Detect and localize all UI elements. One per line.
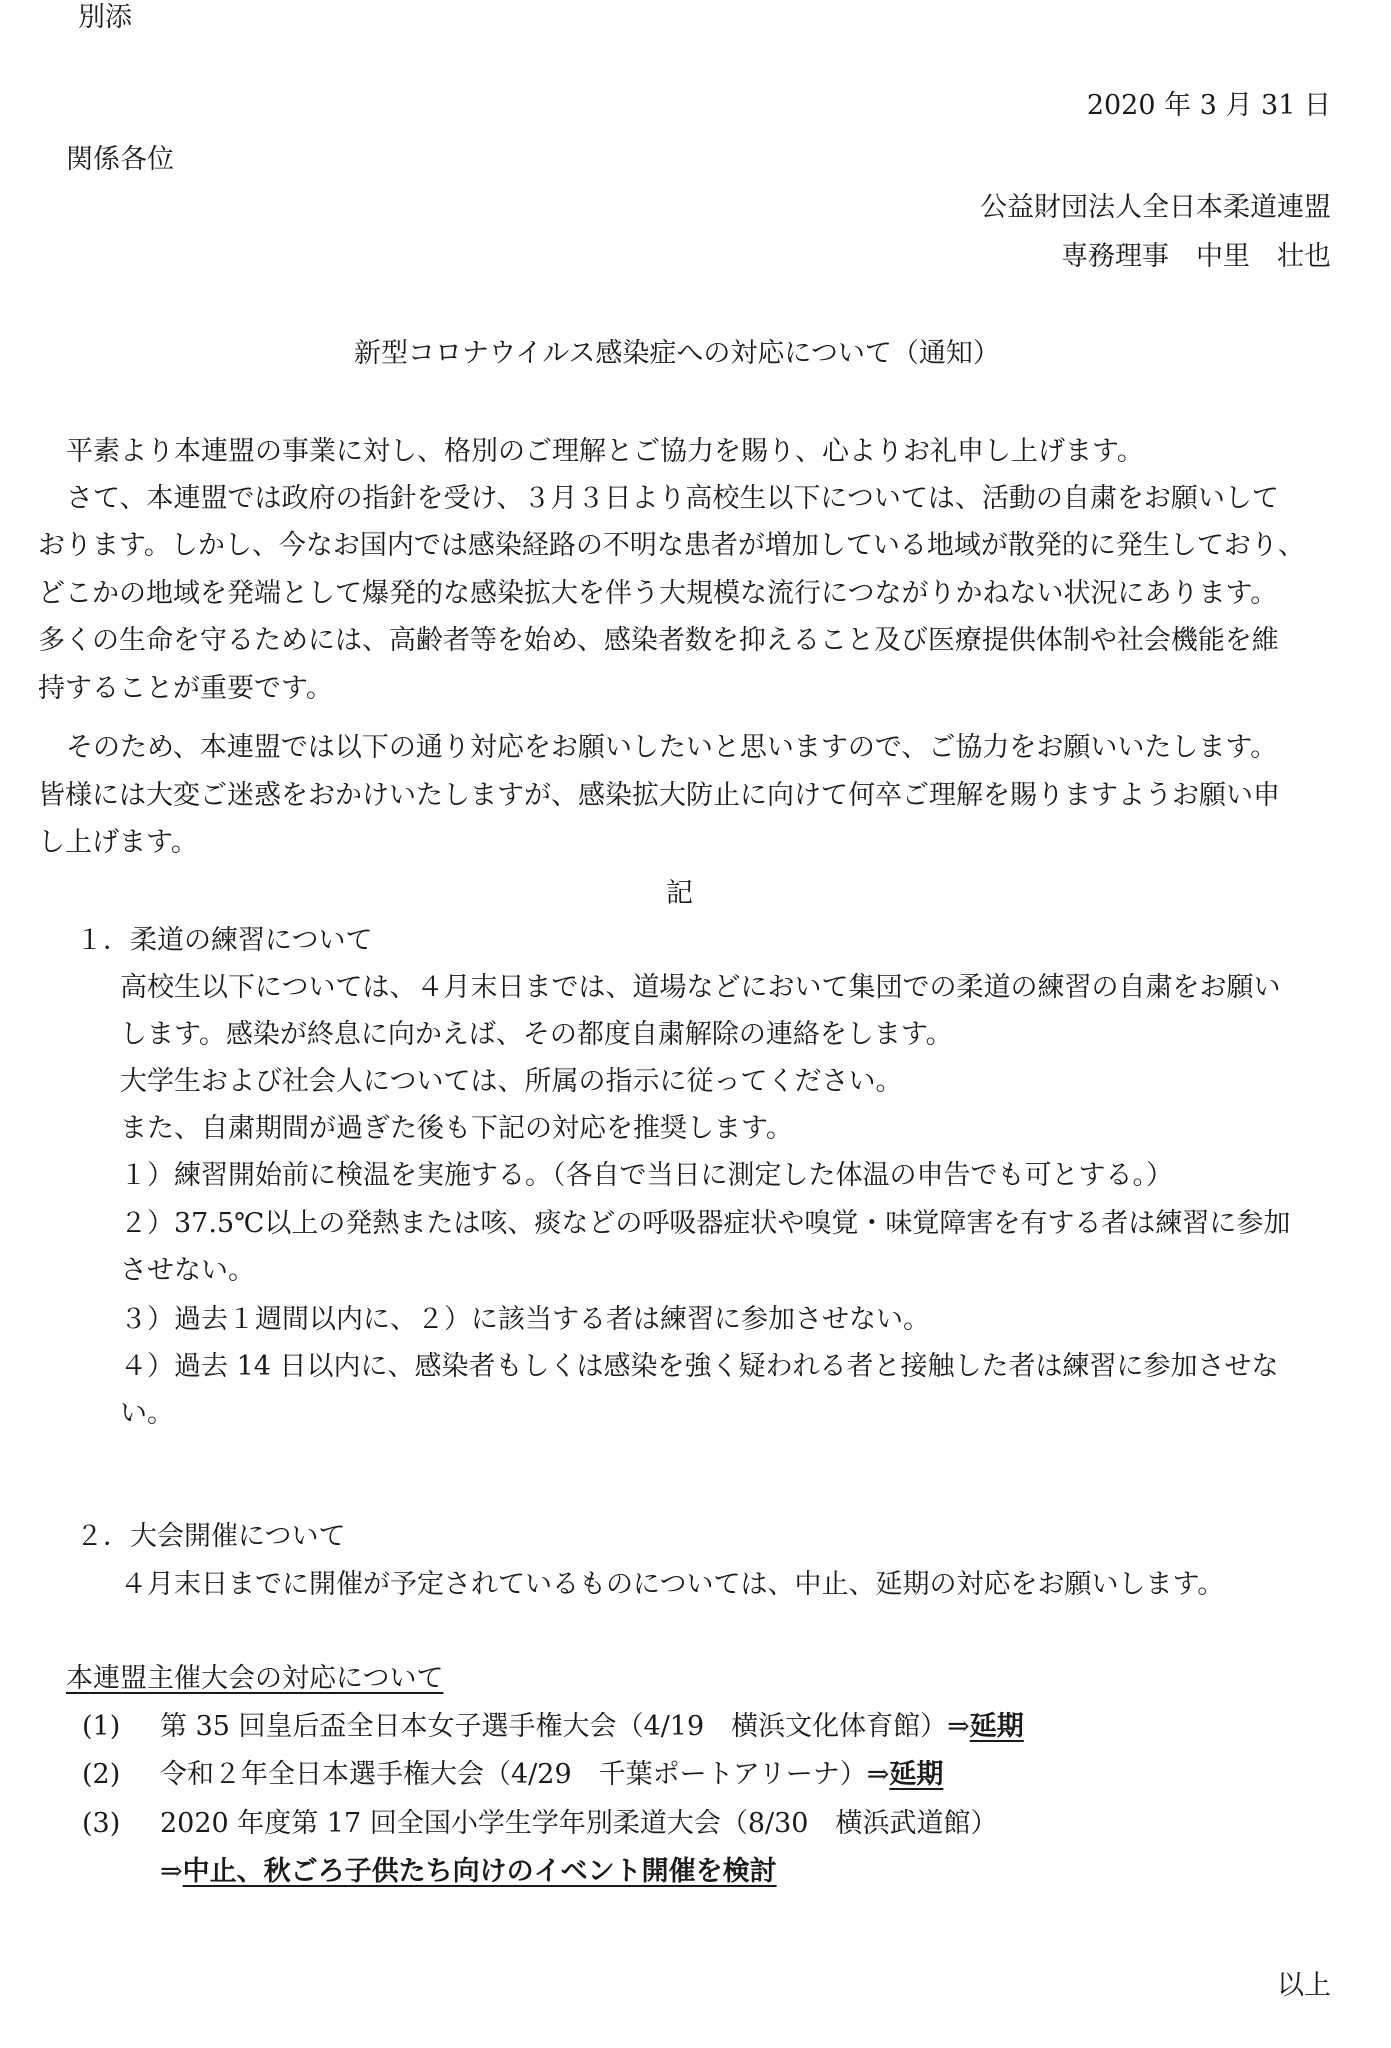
section-line: い。 — [120, 1398, 174, 1429]
section-line: 高校生以下については、４月末日までは、道場などにおいて集団での柔道の練習の自粛をお願い — [120, 972, 1281, 1003]
intro-line: どこかの地域を発端として爆発的な感染拡大を伴う大規模な流行につながりかねない状況にあります。 — [38, 578, 1278, 609]
section-line: また、自粛期間が過ぎた後も下記の対応を推奨します。 — [120, 1113, 793, 1144]
attachment-label: 別添 — [78, 2, 132, 33]
section-line: ４月末日までに開催が予定されているものについては、中止、延期の対応をお願いします。 — [120, 1569, 1225, 1600]
event-text: 2020 年度第 17 回全国小学生学年別柔道大会（8/30 横浜武道館） — [160, 1808, 998, 1839]
intro-line: おります。しかし、今なお国内では感染経路の不明な患者が増加している地域が散発的に発生しており、 — [38, 530, 1305, 561]
section-line: します。感染が終息に向かえば、その都度自粛解除の連絡をします。 — [120, 1019, 953, 1050]
event-status: 延期 — [969, 1711, 1024, 1742]
section-line: 大学生および社会人については、所属の指示に従ってください。 — [120, 1066, 903, 1097]
event-item — [160, 1761, 943, 1788]
sender-organization: 公益財団法人全日本柔道連盟 — [980, 192, 1331, 223]
section-heading: ２．大会開催について — [76, 1521, 346, 1552]
event-text: 第 35 回皇后盃全日本女子選手権大会（4/19 横浜文化体育館）⇒ — [160, 1711, 970, 1742]
event-item — [160, 1810, 997, 1837]
intro-line: さて、本連盟では政府の指針を受け、３月３日より高校生以下については、活動の自粛をお願いして — [66, 483, 1279, 514]
event-item — [160, 1713, 1024, 1740]
event-status: 中止、秋ごろ子供たち向けのイベント開催を検討 — [182, 1856, 777, 1887]
document-title: 新型コロナウイルス感染症への対応について（通知） — [354, 338, 1000, 369]
event-number: (1) — [82, 1711, 121, 1742]
intro-line: 皆様には大変ご迷惑をおかけいたしますが、感染拡大防止に向けて何卒ご理解を賜りますようお願い申 — [38, 780, 1280, 811]
ki-heading: 記 — [666, 878, 693, 909]
closing: 以上 — [1277, 1970, 1331, 2001]
event-text: 令和２年全日本選手権大会（4/29 千葉ポートアリーナ）⇒ — [160, 1759, 890, 1790]
event-status: 延期 — [889, 1759, 944, 1790]
document-date: 2020 年 3 月 31 日 — [1086, 90, 1331, 121]
intro-line: そのため、本連盟では以下の通り対応をお願いしたいと思いますので、ご協力をお願いいたします。 — [66, 732, 1278, 763]
section-line: ２）37.5℃以上の発熱または咳、痰などの呼吸器症状や嗅覚・味覚障害を有する者は練習に参加 — [120, 1208, 1291, 1239]
event-item-continuation — [160, 1858, 777, 1885]
events-heading: 本連盟主催大会の対応について — [66, 1663, 444, 1694]
section-heading: １．柔道の練習について — [76, 925, 373, 956]
arrow: ⇒ — [160, 1856, 183, 1887]
intro-line: 多くの生命を守るためには、高齢者等を始め、感染者数を抑えること及び医療提供体制や社会機能を維 — [38, 625, 1279, 656]
sender-person: 専務理事 中里 壮也 — [1061, 241, 1331, 272]
intro-line: 持することが重要です。 — [38, 673, 333, 704]
section-line: させない。 — [120, 1255, 255, 1286]
intro-line: し上げます。 — [38, 827, 198, 858]
recipient: 関係各位 — [66, 144, 174, 175]
event-number: (2) — [82, 1759, 121, 1790]
section-line: １）練習開始前に検温を実施する。（各自で当日に測定した体温の申告でも可とする。） — [120, 1160, 1173, 1191]
event-number: (3) — [82, 1808, 121, 1839]
section-line: ４）過去 14 日以内に、感染者もしくは感染を強く疑われる者と接触した者は練習に参加させな — [120, 1351, 1279, 1382]
intro-line: 平素より本連盟の事業に対し、格別のご理解とご協力を賜り、心よりお礼申し上げます。 — [66, 436, 1144, 467]
section-line: ３）過去１週間以内に、２）に該当する者は練習に参加させない。 — [120, 1304, 930, 1335]
